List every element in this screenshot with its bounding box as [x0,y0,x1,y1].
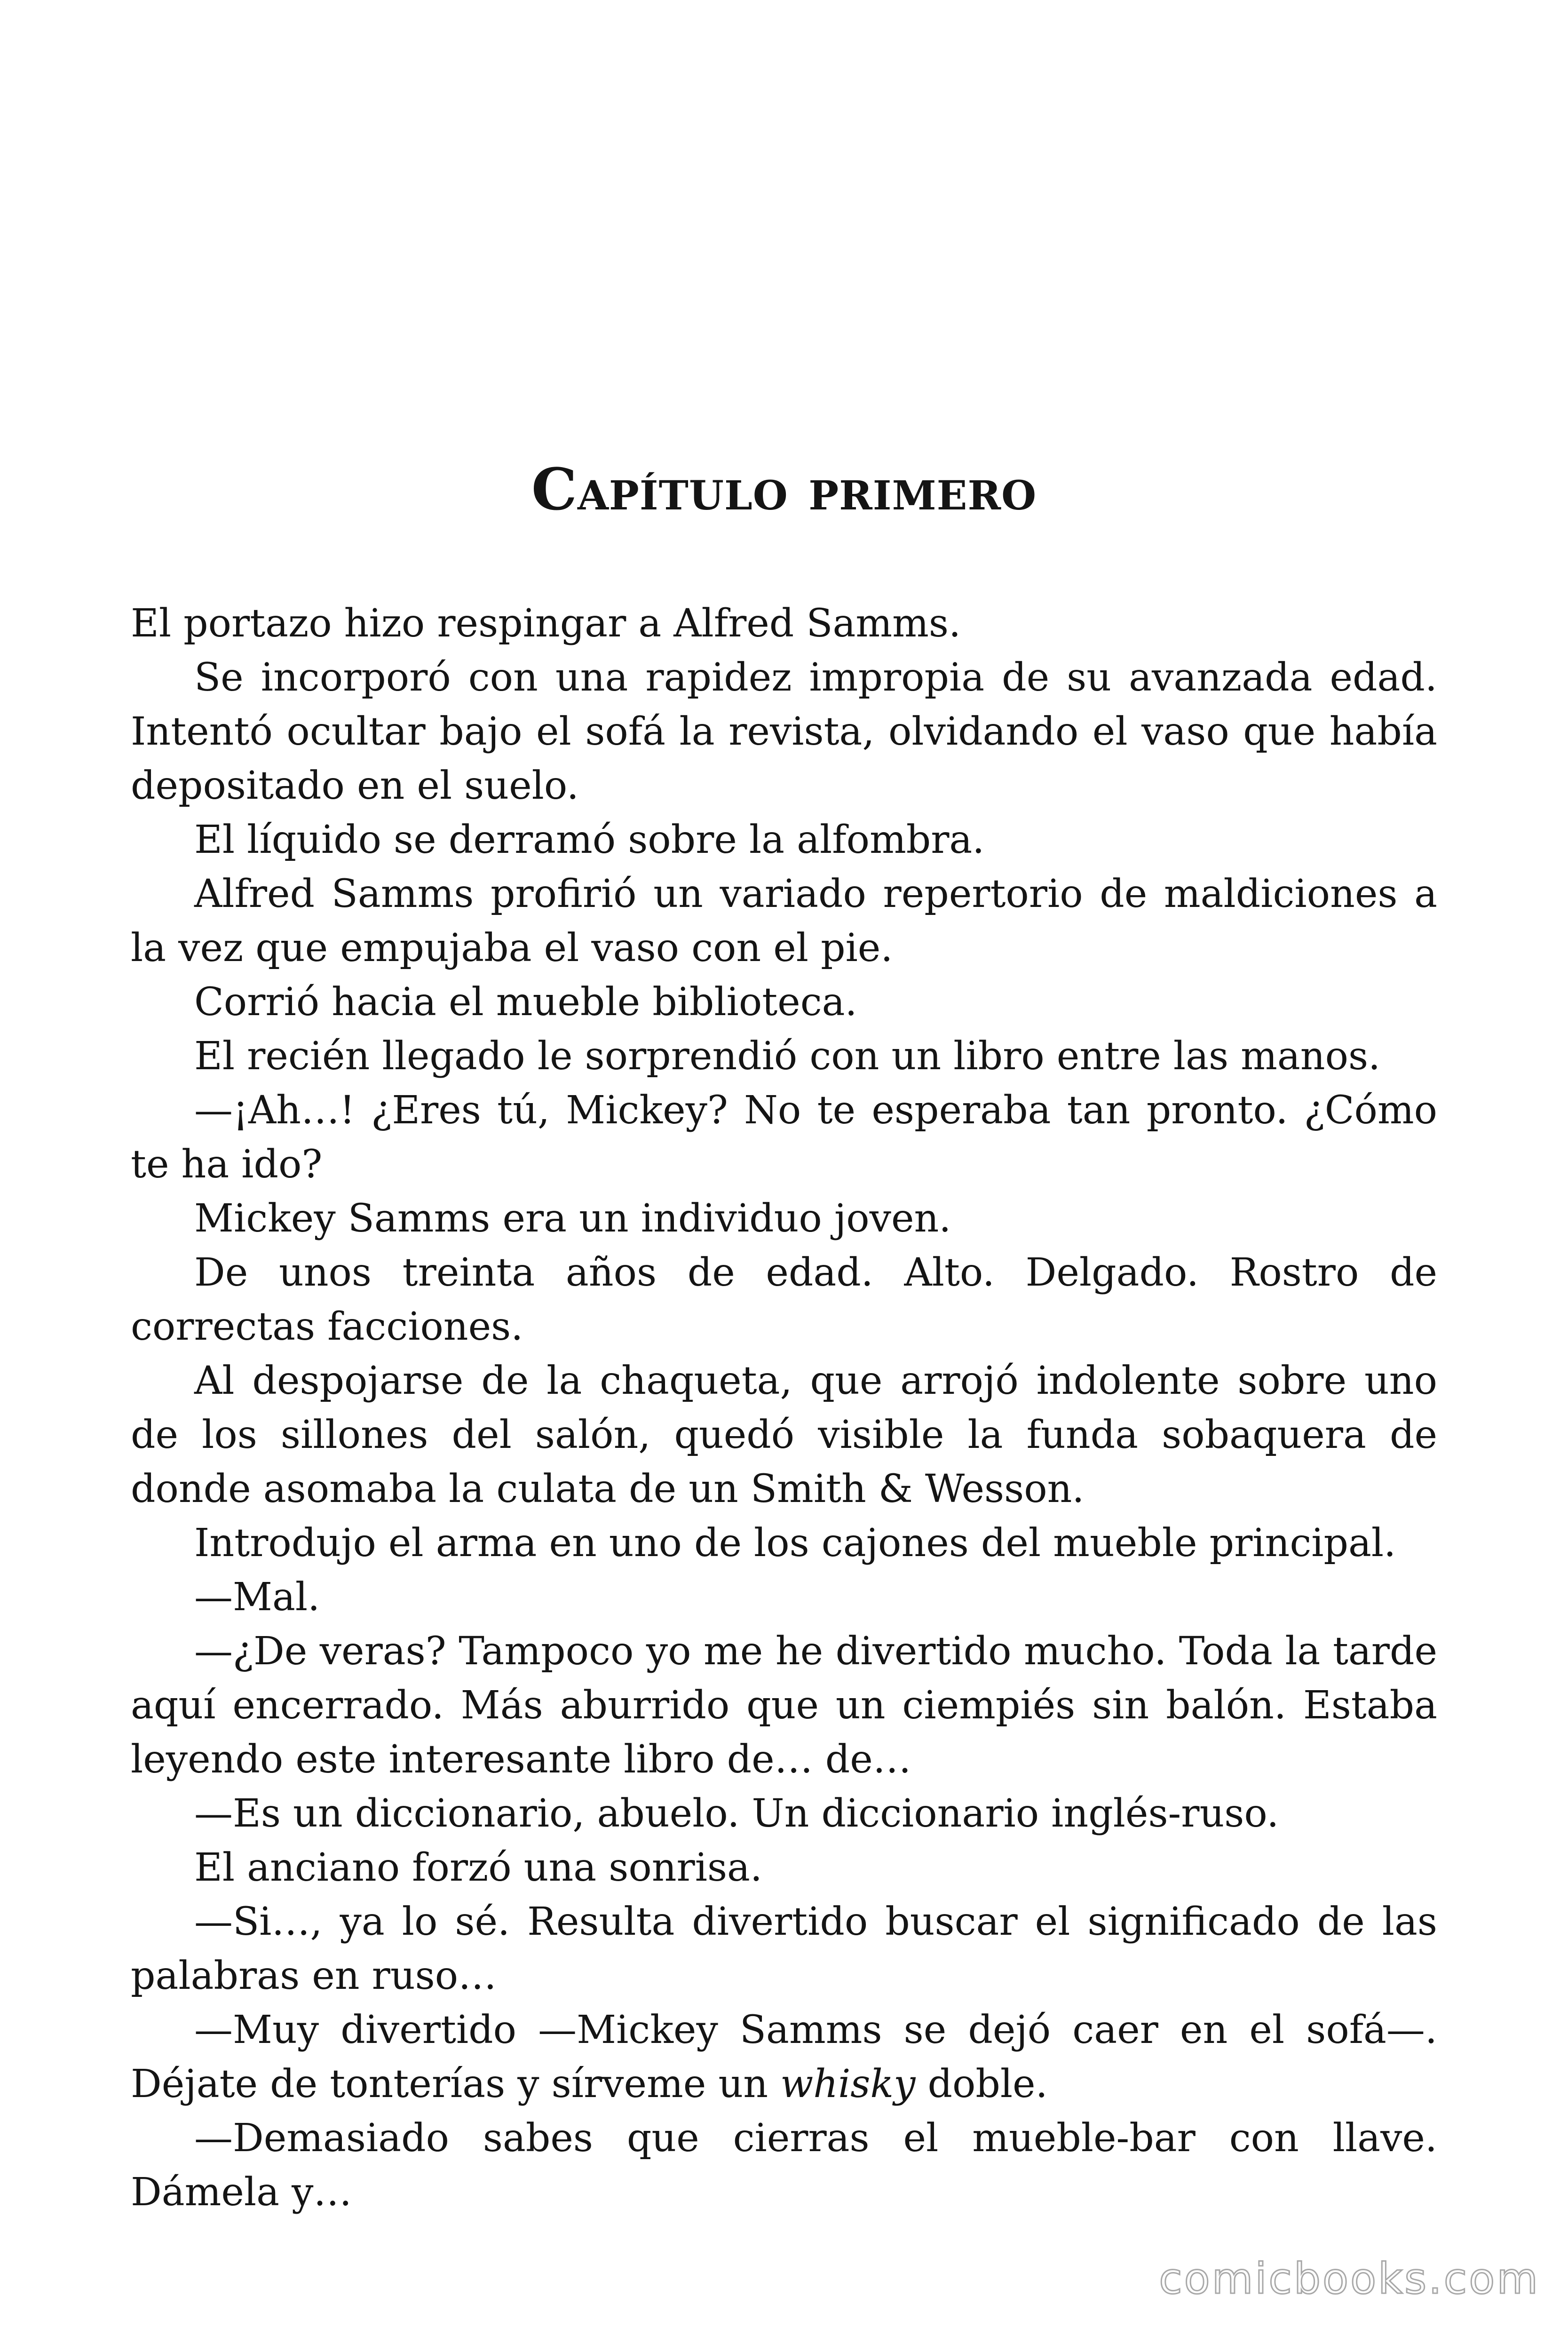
paragraph: Alfred Samms profirió un variado repertorio de maldiciones a la vez que empujaba el vaso con el pie. [131,872,1437,970]
paragraph: Se incorporó con una rapidez impropia de su avanzada edad. Intentó ocultar bajo el sofá la revista, olvidando el vaso que había depositado en el suelo. [131,655,1437,808]
paragraph: —Demasiado sabes que cierras el mueble-bar con llave. Dámela y… [131,2116,1437,2215]
paragraph: Corrió hacia el mueble biblioteca. [194,980,857,1025]
chapter-title [0,452,1568,527]
paragraph: —Mal. [194,1575,320,1620]
emphasis-word: whisky [780,2062,916,2106]
chapter-body [131,596,1437,2219]
paragraph: Al despojarse de la chaqueta, que arrojó indolente sobre uno de los sillones del salón, quedó visible la funda sobaquera de donde asomaba la culata de un Smith & Wesson. [131,1359,1437,1511]
watermark: comicbooks.com [1159,2254,1540,2304]
paragraph: —¡Ah…! ¿Eres tú, Mickey? No te esperaba tan pronto. ¿Cómo te ha ido? [131,1088,1437,1187]
paragraph: —¿De veras? Tampoco yo me he divertido mucho. Toda la tarde aquí encerrado. Más aburrido que un ciempiés sin balón. Estaba leyendo este interesante libro de… de… [131,1629,1437,1782]
paragraph: —Si…, ya lo sé. Resulta divertido buscar el significado de las palabras en ruso… [131,1899,1437,1998]
paragraph: El líquido se derramó sobre la alfombra. [194,818,985,862]
paragraph: Introdujo el arma en uno de los cajones del mueble principal. [194,1521,1396,1565]
paragraph: —Es un diccionario, abuelo. Un diccionario inglés-ruso. [194,1791,1279,1836]
paragraph [131,2003,1437,2111]
chapter-title-initial: C [531,455,578,523]
paragraph-text: —Muy divertido —Mickey Samms se dejó caer en el sofá—. Déjate de tonterías y sírveme un [131,2008,1437,2106]
chapter-title-smallcaps: apítulo primero [577,455,1037,523]
paragraph: El portazo hizo respingar a Alfred Samms. [131,601,961,646]
paragraph: El anciano forzó una sonrisa. [194,1845,762,1890]
paragraph: De unos treinta años de edad. Alto. Delgado. Rostro de correctas facciones. [131,1250,1437,1349]
paragraph-text: doble. [915,2062,1048,2106]
paragraph: Mickey Samms era un individuo joven. [194,1196,951,1241]
paragraph: El recién llegado le sorprendió con un libro entre las manos. [194,1034,1381,1079]
